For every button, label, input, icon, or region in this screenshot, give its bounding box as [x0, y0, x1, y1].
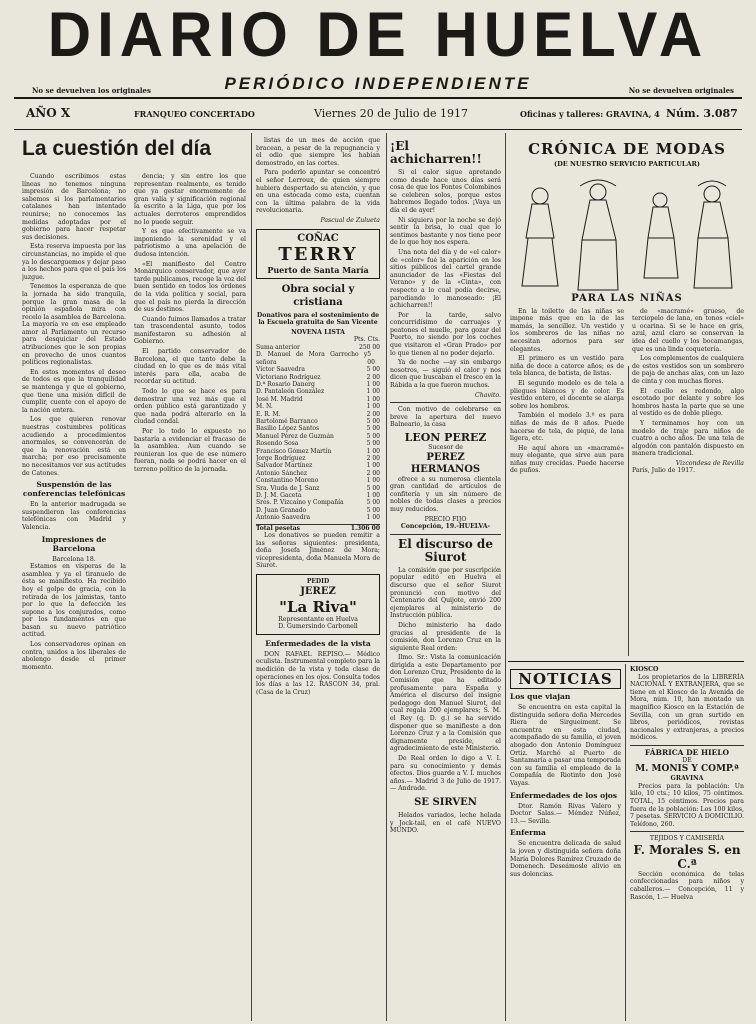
donor-row [256, 374, 380, 381]
paragraph: Si el calor sigue apretando como desde hace unos días será cosa de que los Fontes Colombinos se celebren solos, porque estos habremos llegado todos. ¡Vaya un día el de ayer! [390, 169, 501, 214]
figure-dress [582, 200, 616, 240]
obra-intro: Donativos para el sostenimiento de la Escuela gratuita de San Vicente [256, 311, 380, 327]
paragraph: En la anterior madrugada se suspendieron las conferencias telefónicas con Madrid y Valencia. [22, 501, 126, 531]
la-riva-ad [256, 574, 380, 635]
paragraph: Tenemos la esperanza de que la jornada ha sido tranquila, porque la gran masa de la opinión española mira con recelo la asamblea de Barcelona. La mayoría ve en ese empleado amor al Parlamento un recurso para desquiciar del Estado atribuciones que le son propias en provecho de unos cuantos políticos regionalistas. [22, 283, 126, 367]
paragraph: DON RAFAEL REPISO.— Médico oculista. Instrumental completo para la medición de la vista y toda clase de operaciones en los ojos. Consulta todos los días a las 12. RASCON 34, pral. (Casa de la Cruz) [256, 650, 380, 696]
main-headline: La cuestión del día [22, 137, 212, 160]
donor-amount: 1 00 [366, 403, 380, 411]
donor-row [256, 492, 380, 499]
donor-row [256, 418, 380, 425]
donor-name: Basilio López Santos [256, 425, 320, 433]
ad-brand-line: COÑAC [297, 232, 339, 244]
donor-name: Jorge Rodríguez [256, 455, 306, 462]
place-line: París, Julio de 1917. [632, 467, 696, 475]
paragraph: Ilmo. Sr.: Vista la comunicación dirigida a este Departamento por don Lorenzo Cruz, Presidente de la Comisión que ha editado profusamente para España y América el discurso del insigne pedagogo don Manuel Siurot, del cual regala 200 ejemplares; S. M. el Rey (q. D. g.) se ha servido disponer que se manifieste a don Lorenzo Cruz y a la Comisión que dignamente preside, el agradecimiento de este Ministerio. [390, 654, 501, 753]
enfermedades-title: Enfermedades de la vista [265, 638, 371, 648]
paragraph: «El manifiesto del Centro Monárquico conservador, que ayer tarde publicamos, recoge la voz del buen sentido en todos los órdenes de la vida política y social, para que el país no pierda la dirección de sus destinos. [134, 260, 246, 314]
donor-row [256, 403, 380, 410]
pts-label: Pts. Cts. [353, 336, 380, 344]
donor-name: D. Manuel de Mora Garrocho y señora [256, 351, 368, 366]
dateline-rule [14, 129, 742, 130]
donor-row [256, 425, 380, 432]
figure-head [704, 186, 720, 202]
fashion-illustration [520, 178, 738, 296]
donor-row [256, 366, 380, 373]
fashion-subhead: (DE NUESTRO SERVICIO PARTICULAR) [554, 160, 700, 168]
paragraph: Dtor. Ramón Rivas Valero y Doctor Salas.— Méndez Núñez, 13.— Sevilla. [510, 802, 621, 825]
place-line: Barcelona 18. [52, 555, 96, 563]
paragraph: Ya de noche —ay sin embargo nosotros, — siguió el calor y nos dicen que buscaban el fresco en la Rábida a la que fueron muchos. [390, 359, 501, 390]
figure-skirt [578, 240, 618, 290]
donor-amount: 1 00 [366, 477, 380, 485]
column-rule [505, 133, 506, 1021]
column-rule [386, 133, 387, 1021]
donor-amount: 5 00 [366, 499, 380, 507]
paragraph: Y terminamos hoy con un modelo de traje para niños de cuatro a ocho años. De una tela de algodón con pantalón dispuesto en manera tradicional. [632, 419, 744, 458]
donor-amount: 5 00 [366, 506, 380, 514]
donor-amount: 1 00 [366, 395, 380, 403]
paragraph: Los propietarios de la LIBRERÍA NACIONAL Y EXTRANJERA, que se tiene en el Kiosco de la Avenida de Mora, núm. 10, han montado un magnífico Kiosco en la Estación de Sevilla, con un gran surtido en libros, periódicos, revistas nacionales y extranjeras, a precios módicos. [630, 673, 744, 742]
donor-amount: 1 00 [366, 380, 380, 388]
noticias-title: NOTICIAS [510, 669, 621, 689]
paragraph: He aquí ahora un «macramé» muy elegante, que sirve aun para niñas muy crecidas. Puede hacerse de puños. [510, 444, 624, 475]
donor-amount: 2 00 [366, 455, 380, 462]
donor-row [256, 433, 380, 440]
donor-row [256, 485, 380, 492]
donor-row [256, 351, 380, 366]
paragraph: Ni siquiera por la noche se dejó sentir la brisa, lo cual que lo sentimos bastante y nos tiene peor de lo que hoy nos espera. [390, 216, 501, 247]
ninas-title: PARA LAS NIÑAS [571, 292, 683, 304]
donor-row [256, 344, 380, 351]
paragraph: Dicho ministerio ha dado gracias al presidente de la comisión, don Lorenzo Cruz en la siguiente Real orden: [390, 621, 501, 652]
paragraph: Precios para la población: Un kilo, 10 cts.; 10 kilos, 75 céntimos. TOTAL, 15 céntimos. Precios para fuera de la población: Los 100 kilos, 7 pesetas. SERVICIO A DOMICILIO. Teléfono, 260. [630, 782, 744, 828]
paragraph: Sección económica de telas confeccionadas para niños y caballeros.— Concepción, 11 y Rascón, 1.— Huelva [630, 870, 744, 901]
donor-name: Victoriano Rodríguez [256, 373, 321, 381]
franqueo-label: FRANQUEO CONCERTADO [134, 109, 255, 119]
novena-label: NOVENA LISTA [291, 328, 345, 336]
donor-name: José M. Madrid [256, 395, 303, 403]
paragraph: Los que quieren renovar nuestras costumbres políticas acudiendo a procedimientos anormales, se convencerán de que la renovación está en marcha; por eso precisamente no necesitamos ver sus actitudes de Catones. [22, 416, 126, 477]
donor-name: Manuel Pérez de Guzmán [256, 432, 334, 440]
paragraph: Los conservadores opinan en contra, unidos a los liberales de abolengo desde el primer momento. [22, 641, 126, 671]
donor-row [256, 470, 380, 477]
figure-skirt [644, 238, 678, 278]
ad-brand-name: TERRY [278, 243, 358, 265]
total-row [256, 524, 380, 532]
donor-name: Rosendo Sosa [256, 440, 299, 448]
donor-name: Sres. P. Vizcaíno y Compañía [256, 499, 344, 507]
paragraph: de «macramé» grueso, de terciopelo de lana, en tonos «ciel» u ocarina. Si se le hace en gris, azul, azul claro se conservan la idea del cuello y los bocamangas, que es una linda coquetería. [632, 307, 744, 353]
ads-column [630, 666, 744, 1021]
ad-place: Puerto de Santa María [267, 264, 369, 275]
donor-amount: 1 00 [366, 492, 380, 500]
paragraph: Todo lo que se hace es para demostrar una vez más que el orden público está garantizado y que nada podrá alterarlo en la ciudad condal. [134, 388, 246, 426]
fabrica-street: GRAVINA [670, 775, 704, 783]
paragraph: Cuando fuimos llamados a tratar tan trascendental asunto, todos manifestaron su adhesión al Gobierno. [134, 315, 246, 346]
paragraph: Los complementos de cualquiera de estos vestidos son un sombrero de paja de anchas alas, con un lazo de cinta y con muchas flores. [632, 355, 744, 385]
fabrica-title: FÁBRICA DE HIELO [644, 747, 730, 757]
donor-amount: 2 00 [366, 469, 380, 477]
donor-row [256, 499, 380, 506]
total-label: Total pesetas [256, 524, 301, 532]
leon-perez-name: LEON PEREZ [404, 431, 487, 444]
donor-row [256, 440, 380, 447]
col2-text [134, 173, 246, 476]
donor-name: E. R. M. [256, 410, 281, 418]
donor-row [256, 514, 380, 521]
figure-hat [698, 181, 726, 186]
donor-amount: 1 00 [366, 447, 380, 455]
figure-dress [698, 202, 728, 238]
kiosco-title: KIOSCO [630, 666, 659, 673]
dateline [14, 103, 742, 127]
paragraph: El partido conservador de Barcelona, el que tanto debe la ciudad en lo que es de más vital interés para ella, acaba de recordar su actitud. [134, 348, 246, 386]
paragraph: La comisión que por suscripción popular editó en Huelva el discurso que el señor Siurot pronunció con motivo del Centenario del Quijote, envió 200 ejemplares al ministerio de Instrucción pública. [390, 566, 501, 620]
paragraph: Para poderlo apuntar se concentró el señor Lerroux, de quien siempre hubiera despertado su atención, y que en una estocada como esta, cuentan con la última palabra de la vida revolucionaria. [256, 169, 380, 215]
donor-amount: 2 00 [366, 373, 380, 381]
donor-amount: 250 00 [359, 343, 380, 351]
paragraph: Cuando escribimos estas líneas no tenemos ninguna impresión de Barcelona; no sabemos si los parlamentarios catalanes han intentado reunirse; no conocemos las medidas adoptadas por el gobierno para hacer respetar sus decisiones. [22, 173, 126, 241]
donor-row [256, 455, 380, 462]
donor-list [256, 344, 380, 522]
masthead [0, 0, 756, 94]
donor-amount: 5 00 [366, 484, 380, 492]
column-rule [625, 664, 626, 1021]
total-value: 1.306 00 [350, 524, 380, 532]
siurot-headline: El discurso de Siurot [398, 536, 493, 564]
paragraph: Esta reserva impuesta por las circunstancias, no impide el que ya lo descarguemos y dejar paso a los hechos para que el país los juzgue. [22, 243, 126, 281]
noticias-column [510, 666, 621, 1021]
sucesor-label: Sucesor de [428, 444, 463, 451]
donor-name: Sra. Viuda de J. Sanz [256, 484, 320, 492]
donor-row [256, 411, 380, 418]
donor-name: Antonio Saavedra [256, 514, 311, 522]
paragraph: Y es que efectivamente se va imponiendo la serenidad y el patriotismo a una apelación de dudosa intención. [134, 228, 246, 258]
fabrica-de: DE [682, 756, 692, 764]
paragraph: De Real orden lo digo a V. I. para su conocimiento y demás efectos. Dios guarde a V. I. muchos años.— Madrid 3 de Julio de 1917.— Andrade. [390, 755, 501, 793]
paragraph: Se encuentra en esta capital la distinguida señora doña Mercedes Riera de Sirgueiment. Se encuentra en esta ciudad, acompañado de su familia, el joven abogado don Antonio Domínguez Ortiz. Marchó al Puerto de Santamaría a pasar una temporada con su familia el empleado de la Compañía de Riotinto don José Vayas. [510, 704, 621, 787]
donor-amount: 1 00 [366, 462, 380, 470]
year-label: AÑO X [26, 106, 71, 120]
donor-amount: 5 00 [366, 417, 380, 425]
donor-row [256, 462, 380, 469]
donor-row [256, 477, 380, 484]
noticias-subhead: Enferma [510, 828, 546, 838]
donor-name: M. N. [256, 403, 273, 411]
donor-name: D. J. M. Gaceta [256, 492, 302, 500]
fashion-headline: CRÓNICA DE MODAS [528, 140, 726, 158]
masthead-rule [14, 97, 742, 99]
figure-skirt [522, 238, 558, 286]
donor-name: Suma anterior [256, 343, 300, 351]
obra-title: Obra social y cristiana [281, 283, 355, 308]
paragraph: Una nota del día y de «el calor» de «color» fué la aparición en los sitios públicos del cartel grande anunciador de las «Fiestas del Verano» y de la «Cinta», con respecto a lo cual podía decirse, parodiando lo manoseado: ¡El achicharren!! [390, 248, 501, 310]
paragraph: Los donativos se pueden remitir a las señoras siguientes: presidenta, doña Josefa Jiménez de Mora; vicepresidenta, doña Manuela Mora de Siurot. [256, 532, 380, 570]
issue-date: Viernes 20 de Julio de 1917 [314, 107, 469, 120]
paragraph: El cuello es redondo, algo escotado por delante y sobre los hombros hasta la parte que se une al vestido es de doble pliego. [632, 387, 744, 418]
paragraph: Por la tarde, salvo concurridísimo de carruajes y peatones el muelle, para gozar del Puerto, no siendo por los coches que visitaron el «Gran Prado» por lo que tienen al no poder dejarlo. [390, 311, 501, 357]
paragraph: Helados variados, leche helada y Jock-tail, en el café NUEVO MUNDO. [390, 811, 501, 835]
donor-name: D. Pantaleón González [256, 388, 325, 396]
paragraph: Con motivo de celebrarse en breve la apertura del nuevo Balneario, la casa [390, 406, 501, 429]
fashion-left-text [510, 308, 624, 477]
donor-name: D. Juan Granado [256, 506, 307, 514]
paragraph: listas de un mes de acción que bracean, a pesar de la repugnancia y el odio que siempre les habían demostrado, en las cortes. [256, 137, 380, 167]
issue-number: Núm. 3.087 [666, 107, 738, 120]
achicharren-headline: ¡El achicharren!! [390, 139, 482, 166]
donor-name: Francisco Gómez Martín [256, 447, 332, 455]
donor-amount: 5 00 [366, 440, 380, 448]
donor-amount: 1 00 [366, 388, 380, 396]
signature: Chavito. [475, 391, 501, 399]
donor-row [256, 448, 380, 455]
paragraph: En estos momentos el deseo de todos es que la tranquilidad se mantenga y que el gobierno, que tiene una misión difícil de cumplir, cuente con el apoyo de la nación entera. [22, 368, 126, 414]
donor-row [256, 381, 380, 388]
terry-ad [256, 229, 380, 279]
donor-amount: 5 00 [366, 366, 380, 374]
donor-amount: 5 00 [366, 432, 380, 440]
donor-amount: 2 00 [366, 410, 380, 418]
office-address: Oficinas y talleres: GRAVINA, 4 [520, 109, 660, 119]
donor-name: Salvador Martínez [256, 462, 313, 470]
figure-head [532, 188, 548, 204]
morales-head: TEJIDOS Y CAMISERÍA [649, 835, 725, 843]
paragraph: Por lo todo lo expuesto no bastaría a evidenciar el fracaso de la asamblea. Aun cuando se reunieran los que de ese número fueran, nada se podrá hacer en el terreno político de la jornada. [134, 428, 246, 473]
ad-line: PEDID [306, 578, 330, 586]
donor-amount: 1 00 [366, 514, 380, 522]
figure-head [653, 193, 667, 207]
donor-name: D.ª Rosario Danerg [256, 380, 315, 388]
column-rule [251, 133, 252, 1021]
ad-line: D. Gumersindo Carbonell [278, 623, 358, 631]
column-4 [390, 137, 501, 1021]
figure-hat [580, 180, 616, 186]
figure-dress [526, 204, 554, 238]
masthead-right-note: No se devuelven originales [628, 86, 734, 95]
figure-head [590, 184, 606, 200]
se-sirven-title: SE SIRVEN [414, 796, 477, 808]
paragraph: También el modelo 3.º es para niñas de más de 8 años. Puede hacerse de tela, de piqué, de lana ligera, etc. [510, 412, 624, 443]
signature: Pascual de Zulueta [320, 216, 380, 224]
ad-line: JEREZ [300, 585, 336, 597]
perez-hermanos: PEREZ HERMANOS [410, 451, 481, 475]
column-3 [256, 137, 380, 1021]
donor-name: Antonio Sánchez [256, 469, 308, 477]
paragraph: ofrece a su numerosa clientela gran cantidad de artículos de confitería y un sin número de nobles de todas clases a precios muy reducidos. [390, 475, 501, 513]
paragraph: El segundo modelo es de tela a pliegues blancos y de color. Es vestido entero, el docente se alarga sobre los hombros. [510, 379, 624, 410]
donor-row [256, 507, 380, 514]
donor-row [256, 388, 380, 395]
fashion-right-text [632, 308, 744, 475]
donor-amount: 5 00 [367, 351, 375, 366]
signature: Vizcondesa de Revilla [675, 459, 744, 467]
section-rule [508, 661, 744, 662]
noticias-subhead: Enfermedades de los ojos [510, 790, 618, 800]
donor-name: Víctor Saavedra [256, 366, 305, 374]
fabrica-name: M. MONIS Y COMP.ª [635, 764, 739, 775]
col1-left-text [22, 173, 126, 673]
newspaper-subtitle: PERIÓDICO INDEPENDIENTE [224, 74, 532, 93]
masthead-left-note: No se devuelven los originales [32, 86, 151, 95]
ad-line: Representante en Huelva [278, 615, 358, 623]
column-1 [22, 137, 246, 1021]
paragraph: El primero es un vestido para niña de doce a catorce años; es de tela blanca, de batista, de listas. [510, 355, 624, 378]
newspaper-title: DIARIO DE HUELVA [47, 0, 709, 70]
precio-fijo: PRECIO FIJO [424, 515, 467, 523]
paragraph: En la toilette de las niñas se impone más que en la de las mamás, la sencillez. Un vestido y los sombreros de las niñas no necesitan adornos para ser elegantes. [510, 307, 624, 353]
ad-brand-name: "La Riva" [279, 597, 357, 616]
figure-dress [648, 207, 674, 238]
paragraph: Estamos en vísperas de la asamblea y ya el tiranuelo de ésta se manifiesto. Ha recibido hoy el golpe de gracia, con la retirada de los jaimistas, tanto por lo que la defección les supone a los conjurados, como por los fundamentos en que basan su nuevo patriótico actitud. [22, 563, 126, 639]
noticias-subhead: Los que viajan [510, 692, 571, 701]
lp-address: Concepción, 19.-HUELVA- [400, 523, 491, 531]
morales-name: F. Morales S. en C.ª [633, 842, 741, 871]
donor-amount: 5 00 [366, 425, 380, 433]
subheading: Impresiones de Barcelona [41, 534, 107, 553]
paragraph: Se encuentra delicada de salud la joven y distinguida señora doña María Dolores Ramírez Cruzado de Domenech. Deseámosle alivio en sus dolencias. [510, 840, 621, 878]
donor-row [256, 396, 380, 403]
paragraph: dencia; y sin entre los que representan realmente, es tenido que ya gestar enormemente de gran valía y significación regional la escrito a la Liga, que por los actuales derroteros emprendidos no lo puede seguir. [134, 173, 246, 226]
donor-name: Constantino Moreno [256, 477, 319, 485]
figure-skirt [694, 238, 732, 288]
subheading: Suspensión de las conferencias telefónicas [22, 480, 126, 499]
donor-name: Bartolomé Barranco [256, 417, 318, 425]
